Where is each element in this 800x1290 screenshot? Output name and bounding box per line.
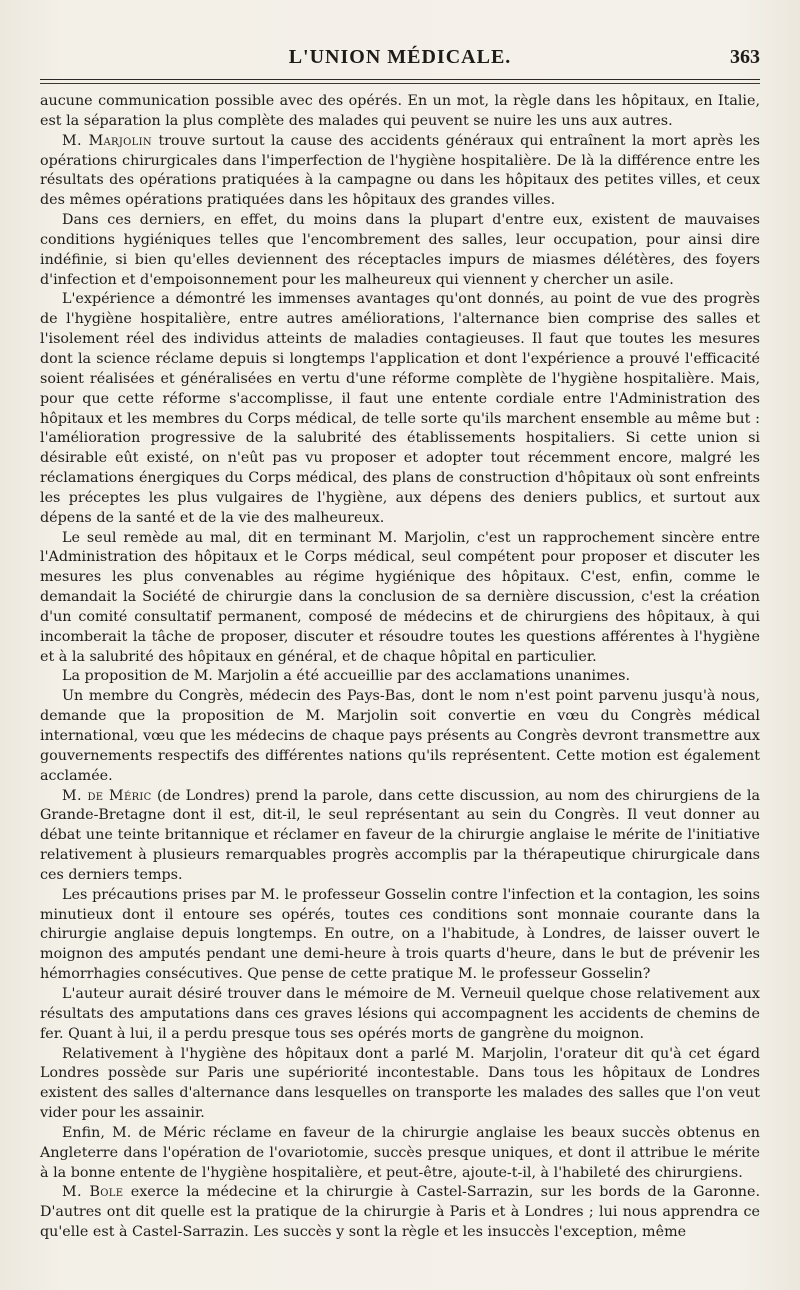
header-rule-thin bbox=[40, 83, 760, 84]
page-header bbox=[40, 46, 760, 76]
speaker-name: M. Marjolin bbox=[62, 132, 152, 149]
paragraph-londres bbox=[40, 1045, 760, 1124]
paragraph-text: trouve surtout la cause des accidents généraux qui entraînent la mort après les opérations chirurgicales dans l'imperfection de l'hygiène hospitalière. De là la différence entre les résultats des opérations pratiquées à la campagne ou dans les hôpitaux des petites villes, et ceux des mêmes opérations pratiquées dans les hôpitaux des grandes villes. bbox=[40, 132, 761, 209]
paragraph-marjolin-causes bbox=[40, 132, 760, 211]
speaker-name: M. Bole bbox=[62, 1184, 124, 1201]
paragraph-text: Les précautions prises par M. le professeur Gosselin contre l'infection et la contagion, les soins minutieux dont il entoure ses opérés, toutes ces conditions sont monnaie courante dans la chirurgie anglaise depuis longtemps. En outre, on a l'habitude, à Londres, de laisser ouvert le moignon des amputés pendant une demi-heure à trois quarts d'heure, dans le but de prévenir les hémorrhagies consécutives. Que pense de cette pratique M. le professeur Gosselin? bbox=[40, 886, 760, 983]
paragraph-text: L'expérience a démontré les immenses avantages qu'ont donnés, au point de vue des progrès de l'hygiène hospitalière, entre autres améliorations, l'alternance bien comprise des salles et l'isolement réel des individus atteints de maladies contagieuses. Il faut que toutes les mesures dont la science réclame depuis si longtemps l'application et dont l'expérience a prouvé l'efficacité soient réalisées et généralisées en vertu d'une réforme complète de l'hygiène hospitalière. Mais, pour que cette réforme s'accomplisse, il faut une entente cordiale entre l'Administration des hôpitaux et les membres du Corps médical, de telle sorte qu'ils marchent ensemble au même but : l'amélioration progressive de la salubrité des établissements hospitaliers. Si cette union si désirable eût existé, on n'eût pas vu proposer et adopter tout récemment encore, malgré les réclamations énergiques du Corps médical, des plans de construction d'hôpitaux où sont enfreints les préceptes les plus vulgaires de l'hygiène, aux dépens des deniers publics, et surtout aux dépens de la santé et de la vie des malheureux. bbox=[40, 291, 760, 526]
page-number: 363 bbox=[730, 46, 760, 68]
paragraph-acclamation bbox=[40, 667, 760, 687]
paragraph-text: La proposition de M. Marjolin a été accueillie par des acclamations unanimes. bbox=[62, 668, 631, 685]
body-text bbox=[40, 92, 760, 1243]
paragraph-ovariotomie bbox=[40, 1124, 760, 1184]
paragraph-precautions bbox=[40, 886, 760, 985]
paragraph-text: aucune communication possible avec des opérés. En un mot, la règle dans les hôpitaux, en Italie, est la séparation la plus complète des malades qui peuvent se nuire les uns aux autres. bbox=[40, 93, 760, 129]
paragraph-conditions bbox=[40, 211, 760, 290]
paragraph-experience bbox=[40, 290, 760, 528]
paragraph-text: Enfin, M. de Méric réclame en faveur de la chirurgie anglaise les beaux succès obtenus en Angleterre dans l'opération de l'ovariotomie, succès presque uniques, et dont il attribue le mérite à la bonne entente de l'hygiène hospitalière, et peut-être, ajoute-t-il, à l'habileté des chirurgiens. bbox=[40, 1124, 760, 1181]
paragraph-text: L'auteur aurait désiré trouver dans le mémoire de M. Verneuil quelque chose relativement aux résultats des amputations dans ces graves lésions qui accompagnent les accidents de chemins de fer. Quant à lui, il a perdu presque tous ses opérés morts de gangrène du moignon. bbox=[40, 985, 760, 1042]
paragraph-text: Relativement à l'hygiène des hôpitaux dont a parlé M. Marjolin, l'orateur dit qu'à cet égard Londres possède sur Paris une supériorité incontestable. Dans tous les hôpitaux de Londres existent des salles d'alternance dans lesquelles on transporte les malades des salles que l'on veut vider pour les assainir. bbox=[40, 1045, 760, 1122]
paragraph-pays-bas bbox=[40, 687, 760, 786]
paragraph-text: Un membre du Congrès, médecin des Pays-Bas, dont le nom n'est point parvenu jusqu'à nous, demande que la proposition de M. Marjolin soit convertie en vœu du Congrès médical international, vœu que les médecins de chaque pays présents au Congrès devront transmettre aux gouvernements respectifs des différentes nations qu'ils représentent. Cette motion est également acclamée. bbox=[40, 688, 760, 784]
paragraph-remedy bbox=[40, 529, 760, 668]
paragraph-separation bbox=[40, 92, 760, 132]
paragraph-de-meric bbox=[40, 787, 760, 886]
paragraph-text: exerce la médecine et la chirurgie à Castel-Sarrazin, sur les bords de la Garonne. D'autres ont dit quelle est la pratique de la chirurgie à Paris et à Londres ; lui nous apprendra ce qu'elle est à Castel-Sarrazin. Les succès y sont la règle et les insuccès l'exception, même bbox=[40, 1184, 760, 1241]
paragraph-text: (de Londres) prend la parole, dans cette discussion, au nom des chirurgiens de la Grande-Bretagne dont il est, dit-il, le seul représentant au sein du Congrès. Il veut donner au débat une teinte britannique et réclamer en faveur de la chirurgie anglaise le mérite de l'initiative relativement à plusieurs remarquables progrès accomplis par la thérapeutique chirurgicale dans ces derniers temps. bbox=[40, 787, 760, 883]
paragraph-bole bbox=[40, 1183, 760, 1243]
speaker-name: M. de Méric bbox=[62, 787, 152, 804]
header-rule bbox=[40, 79, 760, 80]
running-title: L'UNION MÉDICALE. bbox=[288, 46, 512, 68]
paragraph-text: Le seul remède au mal, dit en terminant M. Marjolin, c'est un rapprochement sincère entre l'Administration des hôpitaux et le Corps médical, seul compétent pour proposer et discuter les mesures les plus convenables au régime hygiénique des hôpitaux. C'est, enfin, comme le demandait la Société de chirurgie dans la conclusion de sa dernière discussion, c'est la création d'un comité consultatif permanent, composé de médecins et de chirurgiens des hôpitaux, à qui incomberait la tâche de proposer, discuter et résoudre toutes les questions afférentes à l'hygiène et à la salubrité des hôpitaux en général, et de chaque hôpital en particulier. bbox=[40, 529, 760, 665]
paragraph-text: Dans ces derniers, en effet, du moins dans la plupart d'entre eux, existent de mauvaises conditions hygiéniques telles que l'encombrement des salles, leur occupation, pour ainsi dire indéfinie, si bien qu'elles deviennent des réceptacles impurs de miasmes délétères, des foyers d'infection et d'empoisonnement pour les malheureux qui viennent y chercher un asile. bbox=[40, 212, 760, 288]
paragraph-auteur bbox=[40, 985, 760, 1045]
